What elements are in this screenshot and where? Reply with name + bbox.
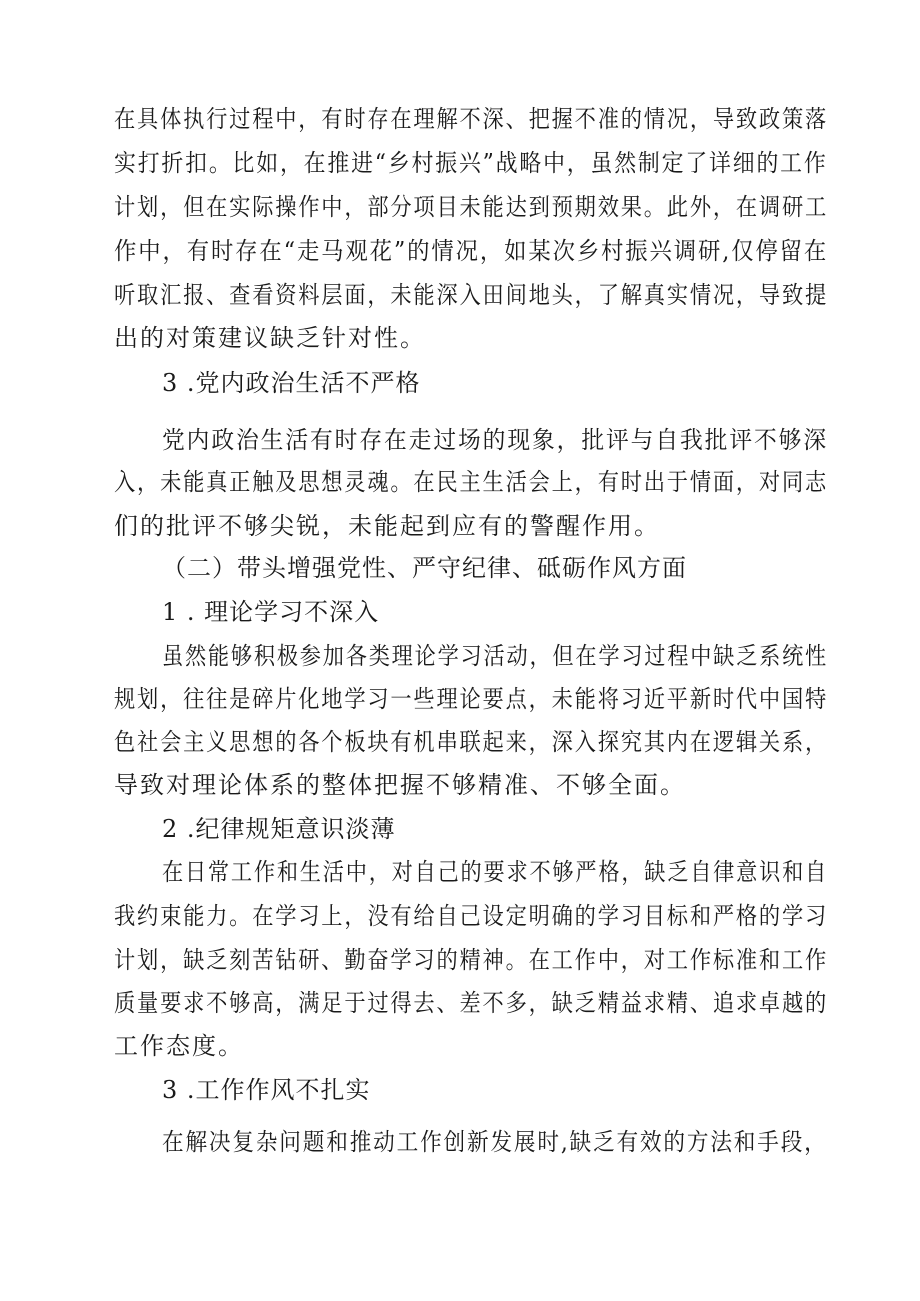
paragraph-line: 规划，往往是碎片化地学习一些理论要点，未能将习近平新时代中国特 [114, 685, 829, 713]
paragraph-line: 在具体执行过程中，有时存在理解不深、把握不准的情况，导致政策落 [114, 105, 829, 133]
paragraph-line: 计划，缺乏刻苦钻研、勤奋学习的精神。在工作中，对工作标准和工作 [114, 946, 829, 974]
paragraph-line: 色社会主义思想的各个板块有机串联起来，深入探究其内在逻辑关系， [114, 728, 829, 756]
paragraph-line: 导致对理论体系的整体把握不够精准、不够全面。 [114, 771, 686, 799]
paragraph-line: 质量要求不够高，满足于过得去、差不多，缺乏精益求精、追求卓越的 [114, 989, 829, 1017]
subheading-3-party-life: 3 .党内政治生活不严格 [162, 369, 421, 397]
subheading-2-discipline: 2 .纪律规矩意识淡薄 [162, 815, 396, 843]
paragraph-line: 在解决复杂问题和推动工作创新发展时,缺乏有效的方法和手段， [162, 1128, 828, 1156]
paragraph-line: 出的对策建议缺乏针对性。 [114, 324, 426, 352]
section-title: （二）带头增强党性、严守纪律、砥砺作风方面 [162, 554, 687, 582]
paragraph-line: 党内政治生活有时存在走过场的现象，批评与自我批评不够深 [162, 426, 828, 454]
paragraph-line: 听取汇报、查看资料层面，未能深入田间地头，了解真实情况，导致提 [114, 281, 829, 309]
paragraph-line: 入，未能真正触及思想灵魂。在民主生活会上，有时出于情面，对同志 [114, 468, 829, 496]
paragraph-line: 我约束能力。在学习上，没有给自己设定明确的学习目标和严格的学习 [114, 902, 829, 930]
paragraph-line: 在日常工作和生活中，对自己的要求不够严格，缺乏自律意识和自 [162, 858, 829, 886]
subheading-3-work-style: 3 .工作作风不扎实 [162, 1076, 371, 1104]
paragraph-line: 计划，但在实际操作中，部分项目未能达到预期效果。此外，在调研工 [114, 193, 829, 221]
paragraph-line: 虽然能够积极参加各类理论学习活动，但在学习过程中缺乏系统性 [162, 642, 829, 670]
paragraph-line: 工作态度。 [114, 1032, 244, 1060]
paragraph-line: 作中，有时存在“走马观花”的情况，如某次乡村振兴调研,仅停留在 [114, 237, 829, 265]
paragraph-line: 实打折扣。比如，在推进“乡村振兴”战略中，虽然制定了详细的工作 [114, 149, 828, 177]
paragraph-line: 们的批评不够尖锐，未能起到应有的警醒作用。 [114, 512, 660, 540]
subheading-1-theory-study: 1 . 理论学习不深入 [162, 598, 380, 626]
